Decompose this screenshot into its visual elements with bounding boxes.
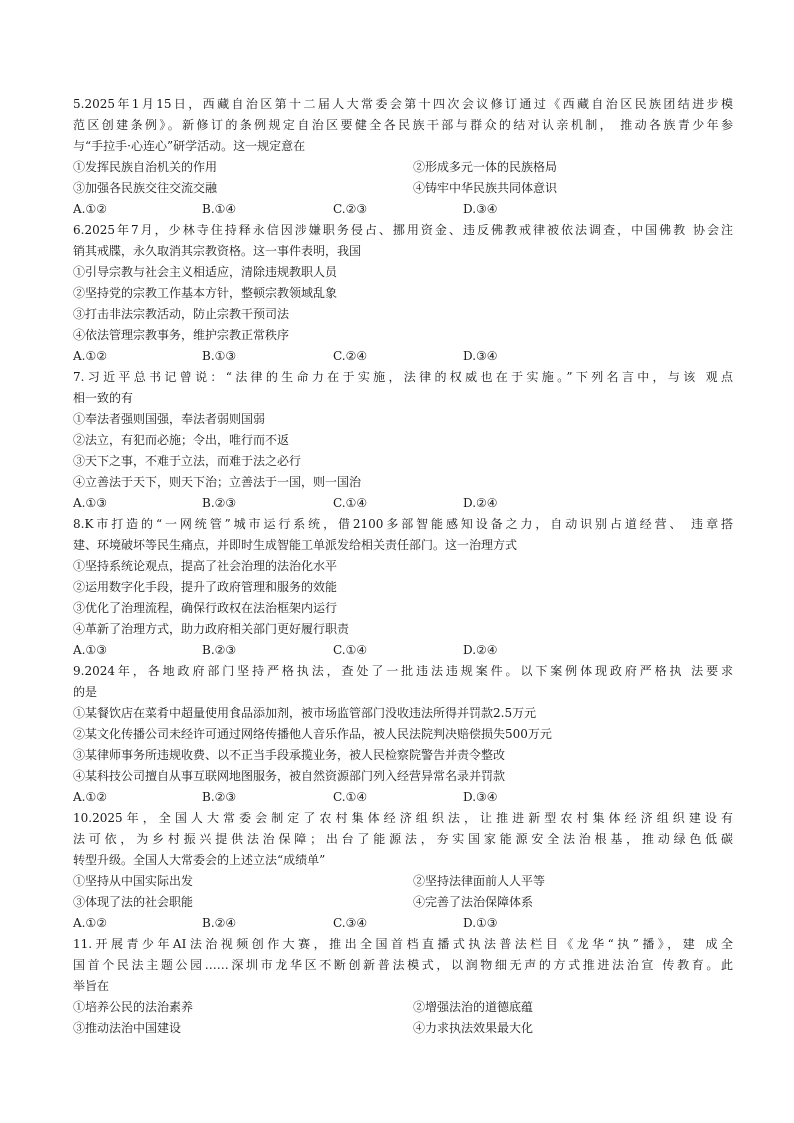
answer-choice[interactable]: D.②④ [463,496,498,510]
answer-choice[interactable]: D.③④ [463,349,498,363]
answer-choice[interactable]: A.①③ [73,496,107,510]
option-item: ②运用数字化手段，提升了政府管理和服务的效能 [73,580,338,594]
question-stem-line: 法可依，为乡村振兴提供法治保障；出台了能源法，夯实国家能源安全法治根基，推动绿色低碳 [73,832,733,846]
option-item: ③优化了治理流程，确保行政权在法治框架内运行 [73,601,338,615]
option-item: ③某律师事务所违规收费、以不正当手段承揽业务，被人民检察院警告并责令整改 [73,748,506,762]
option-item: ④力求执法效果最大化 [413,1021,534,1035]
option-item: ①发挥民族自治机关的作用 [73,160,218,174]
question-stem-line: 范区创建条例》。新修订的条例规定自治区要健全各民族干部与群众的结对认亲机制， 推动各族青少年参 [73,118,733,132]
answer-choice[interactable]: B.①④ [202,202,237,216]
answer-choice[interactable]: B.①③ [202,349,237,363]
option-row [73,997,733,1018]
answer-choice[interactable]: C.②③ [333,202,368,216]
option-item: ②某文化传播公司未经许可通过网络传播他人音乐作品，被人民法院判决赔偿损失500万元 [73,727,552,741]
answer-choices [73,640,733,661]
exam-document [73,94,733,1039]
option-item: ①引导宗教与社会主义相适应，清除违规教职人员 [73,265,338,279]
question-stem-line: 举旨在 [73,979,110,993]
question-stem-line: 相一致的有 [73,391,134,405]
option-row [73,892,733,913]
question-block [73,514,733,661]
question-block [73,220,733,367]
question-stem-line: 转型升级。全国人大常委会的上述立法“成绩单” [73,853,326,867]
answer-choice[interactable]: C.①④ [333,643,368,657]
option-item: ②形成多元一体的民族格局 [413,160,558,174]
answer-choice[interactable]: B.②④ [202,916,237,930]
option-item: ④依法管理宗教事务，维护宗教正常秩序 [73,328,290,342]
option-item: ②增强法治的道德底蕴 [413,1000,534,1014]
option-row [73,157,733,178]
question-stem-line: 7.习近平总书记曾说：“法律的生命力在于实施，法律的权威也在于实施。”下列名言中，与该 观点 [73,370,733,384]
option-item: ②坚持党的宗教工作基本方针，整顿宗教领域乱象 [73,286,338,300]
option-item: ③体现了法的社会职能 [73,895,194,909]
question-block [73,808,733,934]
answer-choice[interactable]: C.①④ [333,790,368,804]
answer-choice[interactable]: A.①② [73,349,107,363]
option-row [73,871,733,892]
answer-choice[interactable]: C.①④ [333,496,368,510]
option-item: ③天下之事，不难于立法，而难于法之必行 [73,454,302,468]
question-stem-line: 5.2025年1月15日，西藏自治区第十二届人大常委会第十四次会议修订通过《西藏自治区民族团结进步模 [73,97,733,111]
question-stem-line: 6.2025年7月，少林寺住持释永信因涉嫌职务侵占、挪用资金、违反佛教戒律被依法调查，中国佛教 协会注 [73,223,733,237]
answer-choice[interactable]: B.②③ [202,643,237,657]
answer-choice[interactable]: A.①② [73,202,107,216]
question-stem-line: 的是 [73,685,98,699]
answer-choice[interactable]: C.③④ [333,916,368,930]
option-item: ①坚持系统论观点，提高了社会治理的法治化水平 [73,559,338,573]
answer-choices [73,787,733,808]
question-block [73,661,733,808]
question-stem-line: 11.开展青少年AI法治视频创作大赛，推出全国首档直播式执法普法栏目《龙华“执”播》，建 成全 [73,937,733,951]
question-block [73,94,733,220]
answer-choice[interactable]: A.①② [73,790,107,804]
answer-choice[interactable]: D.③④ [463,790,498,804]
question-block [73,934,733,1039]
answer-choices [73,346,733,367]
question-stem-line: 国首个民法主题公园……深圳市龙华区不断创新普法模式，以润物细无声的方式推进法治宣 传教育。此 [73,958,733,972]
question-stem-line: 建、环境破坏等民生痛点，并即时生成智能工单派发给相关责任部门。这一治理方式 [73,538,518,552]
option-item: ①坚持从中国实际出发 [73,874,194,888]
question-stem-line: 10.2025年，全国人大常委会制定了农村集体经济组织法，让推进新型农村集体经济组织建设有 [73,811,733,825]
option-item: ③打击非法宗教活动，防止宗教干预司法 [73,307,290,321]
answer-choice[interactable]: C.②④ [333,349,368,363]
answer-choices [73,493,733,514]
option-item: ①奉法者强则国强，奉法者弱则国弱 [73,412,266,426]
question-stem-line: 9.2024年，各地政府部门坚持严格执法，查处了一批违法违规案件。以下案例体现政府严格执 法要求 [73,664,733,678]
question-stem-line: 与“手拉手·心连心”研学活动。这一规定意在 [73,139,306,153]
option-item: ②法立，有犯而必施；令出，唯行而不返 [73,433,290,447]
answer-choice[interactable]: B.②③ [202,496,237,510]
option-item: ④立善法于天下，则天下治；立善法于一国，则一国治 [73,475,362,489]
option-row [73,1018,733,1039]
answer-choice[interactable]: B.②③ [202,790,237,804]
question-stem-line: 8.K市打造的“一网统管”城市运行系统，借2100多部智能感知设备之力，自动识别占道经营、 违章搭 [73,517,733,531]
option-item: ④某科技公司擅自从事互联网地图服务，被自然资源部门列入经营异常名录并罚款 [73,769,506,783]
option-item: ④完善了法治保障体系 [413,895,534,909]
option-item: ①培养公民的法治素养 [73,1000,194,1014]
option-item: ③推动法治中国建设 [73,1021,182,1035]
option-item: ②坚持法律面前人人平等 [413,874,546,888]
option-row [73,178,733,199]
answer-choice[interactable]: A.①② [73,916,107,930]
option-item: ④革新了治理方式，助力政府相关部门更好履行职责 [73,622,350,636]
question-stem-line: 销其戒牒，永久取消其宗教资格。这一事件表明，我国 [73,244,362,258]
answer-choice[interactable]: D.③④ [463,202,498,216]
answer-choice[interactable]: D.①③ [463,916,498,930]
option-item: ③加强各民族交往交流交融 [73,181,218,195]
answer-choice[interactable]: D.②④ [463,643,498,657]
answer-choices [73,199,733,220]
answer-choice[interactable]: A.①③ [73,643,107,657]
option-item: ④铸牢中华民族共同体意识 [413,181,558,195]
answer-choices [73,913,733,934]
option-item: ①某餐饮店在菜肴中超量使用食品添加剂，被市场监管部门没收违法所得并罚款2.5万元 [73,706,537,720]
question-block [73,367,733,514]
